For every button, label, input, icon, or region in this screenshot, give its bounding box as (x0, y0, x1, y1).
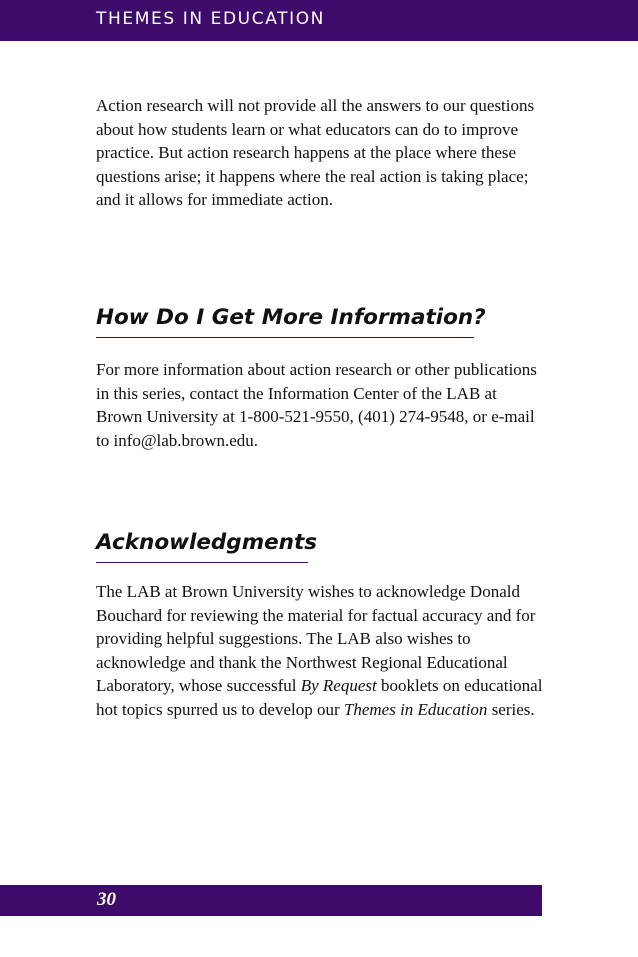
publication-title: By Request (300, 676, 377, 696)
intro-paragraph: Action research will not provide all the answers to our questions about how students learn or what educators can do to improve practice. But action research happens at the place where these questions arise; it happens where the real action is taking place; and it allows for immediate action. (96, 96, 535, 210)
ack-text: series. (487, 699, 535, 719)
header-bar (0, 0, 638, 41)
series-name: Themes in Education (343, 699, 488, 719)
acknowledgments-paragraph (96, 580, 546, 722)
section-heading-more-info: How Do I Get More Information? (96, 305, 486, 330)
heading-underline (96, 562, 308, 563)
series-title: THEMES IN EDUCATION (96, 9, 325, 29)
page-number: 30 (97, 889, 116, 910)
footer-bar (0, 885, 542, 916)
section-heading-acknowledgments: Acknowledgments (96, 530, 318, 555)
heading-underline (96, 337, 474, 338)
ack-text: The LAB at Brown University wishes to acknowledge Donald Bouchard for reviewing the material for factual accuracy and for providing helpful suggestions. The LAB also wishes to acknowledge and thank the Northwest Regional Educational Laboratory, whose successful (96, 582, 536, 696)
ack-text: booklets on educational hot topics spurred us to develop our (96, 676, 543, 719)
info-paragraph: For more information about action research or other publications in this series, contact the Information Center of the LAB at Brown University at 1-800-521-9550, (401) 274-9548, or e-mail to info@lab.brown.edu. (96, 360, 537, 450)
